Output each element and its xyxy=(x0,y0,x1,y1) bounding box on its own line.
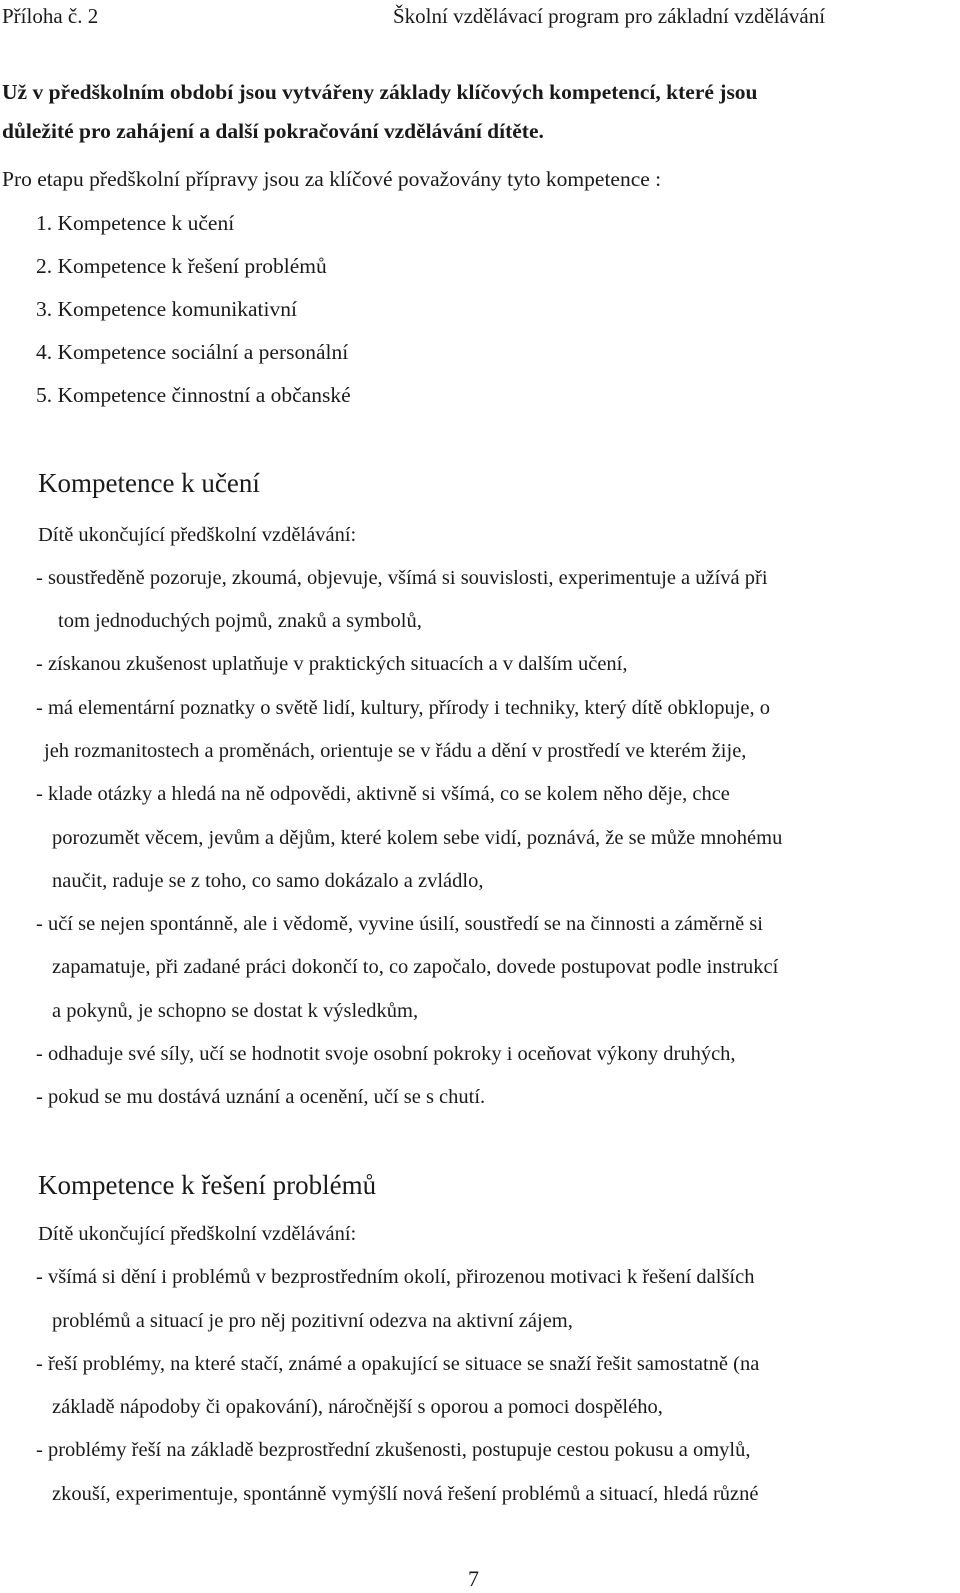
section-lead: Dítě ukončující předškolní vzdělávání: xyxy=(38,1223,357,1245)
section2-line: základě nápodoby či opakování), náročnější s oporou a pomoci dospělého, xyxy=(52,1396,663,1418)
section1-line: tom jednoduchých pojmů, znaků a symbolů, xyxy=(58,610,422,632)
section1-line: zapamatuje, při zadané práci dokončí to, co započalo, dovede postupovat podle instrukcí xyxy=(52,956,779,978)
section1-line: - pokud se mu dostává uznání a ocenění, učí se s chutí. xyxy=(36,1086,486,1108)
section2-line: problémů a situací je pro něj pozitivní odezva na aktivní zájem, xyxy=(52,1310,573,1332)
competence-list-item: 5. Kompetence činnostní a občanské xyxy=(36,383,351,407)
competence-list-item: 4. Kompetence sociální a personální xyxy=(36,340,349,364)
section1-line: jeh rozmanitostech a proměnách, orientuje se v řádu a dění v prostředí ve kterém žije, xyxy=(44,740,747,762)
competence-list-item: 2. Kompetence k řešení problémů xyxy=(36,254,327,278)
section1-line: - učí se nejen spontánně, ale i vědomě, vyvine úsilí, soustředí se na činnosti a záměrně si xyxy=(36,913,763,935)
section1-line: - odhaduje své síly, učí se hodnotit svoje osobní pokroky i oceňovat výkony druhých, xyxy=(36,1043,736,1065)
section1-line: - soustředěně pozoruje, zkoumá, objevuje, všímá si souvislosti, experimentuje a užívá při xyxy=(36,567,768,589)
header-document-title: Školní vzdělávací program pro základní vzdělávání xyxy=(393,4,826,28)
section2-line: - problémy řeší na základě bezprostřední zkušenosti, postupuje cestou pokusu a omylů, xyxy=(36,1439,751,1461)
section1-line: porozumět věcem, jevům a dějům, které kolem sebe vidí, poznává, že se může mnohému xyxy=(52,827,783,849)
section1-line: naučit, raduje se z toho, co samo dokázalo a zvládlo, xyxy=(52,870,484,892)
section-title-problem-solving: Kompetence k řešení problémů xyxy=(38,1170,377,1200)
section1-line: - klade otázky a hledá na ně odpovědi, aktivně si všímá, co se kolem něho děje, chce xyxy=(36,783,730,805)
section1-line: - získanou zkušenost uplatňuje v praktických situacích a v dalším učení, xyxy=(36,653,628,675)
page-number: 7 xyxy=(468,1566,479,1591)
competence-list-item: 3. Kompetence komunikativní xyxy=(36,297,297,321)
section2-line: - řeší problémy, na které stačí, známé a opakující se situace se snaží řešit samostatně (na xyxy=(36,1353,760,1375)
section2-line: zkouší, experimentuje, spontánně vymýšlí nová řešení problémů a situací, hledá různé xyxy=(52,1483,759,1505)
intro-line-1: Už v předškolním období jsou vytvářeny základy klíčových kompetencí, které jsou xyxy=(2,80,758,104)
header-appendix-label: Příloha č. 2 xyxy=(2,4,99,28)
section2-line: - všímá si dění i problémů v bezprostředním okolí, přirozenou motivaci k řešení dalších xyxy=(36,1266,755,1288)
section-lead: Dítě ukončující předškolní vzdělávání: xyxy=(38,524,357,546)
intro-line-3: Pro etapu předškolní přípravy jsou za klíčové považovány tyto kompetence : xyxy=(2,167,662,191)
section-title-learning: Kompetence k učení xyxy=(38,468,260,498)
section1-line: - má elementární poznatky o světě lidí, kultury, přírody i techniky, který dítě obklopuje, o xyxy=(36,697,771,719)
intro-line-2: důležité pro zahájení a další pokračování vzdělávání dítěte. xyxy=(2,119,544,143)
competence-list-item: 1. Kompetence k učení xyxy=(36,211,235,235)
section1-line: a pokynů, je schopno se dostat k výsledkům, xyxy=(52,1000,419,1022)
